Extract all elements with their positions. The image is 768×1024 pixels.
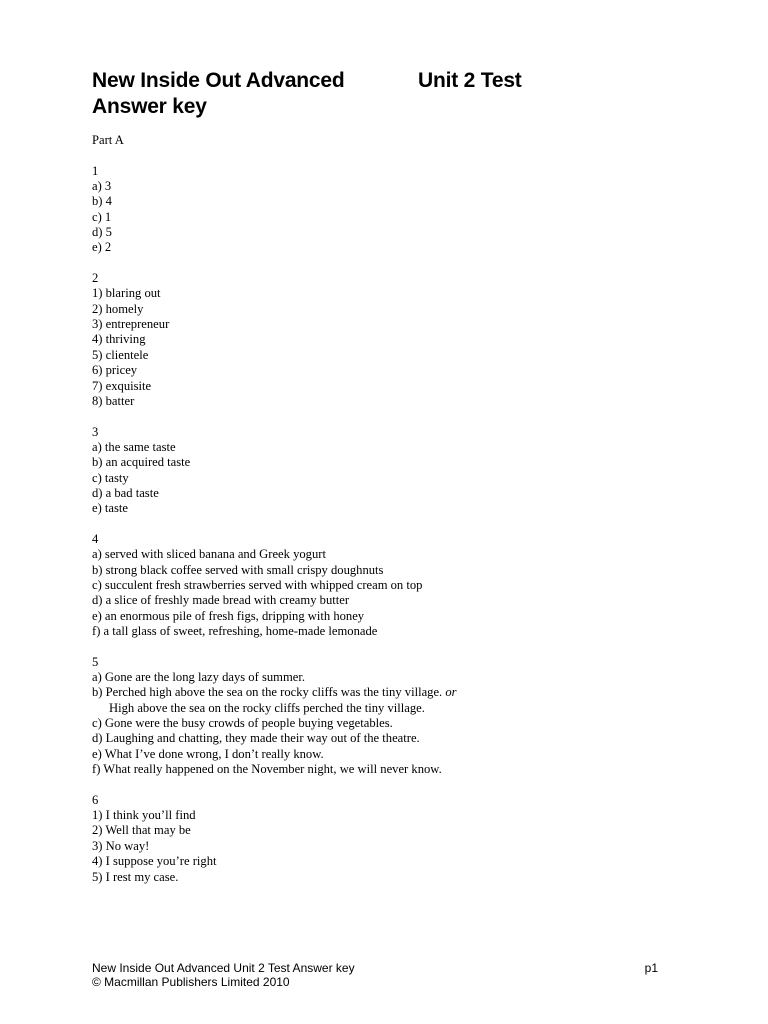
answer-item	[92, 501, 457, 516]
answer-item	[92, 578, 457, 593]
answer-item	[92, 593, 457, 608]
spacer	[92, 148, 457, 163]
answer-text: 5) I rest my case.	[92, 869, 179, 884]
answer-section	[92, 425, 457, 517]
document-title	[92, 68, 522, 120]
answer-item	[92, 240, 457, 255]
footer-document-name: New Inside Out Advanced Unit 2 Test Answer key	[92, 961, 355, 975]
answer-text: a) 3	[92, 179, 112, 194]
answer-section	[92, 532, 457, 639]
answer-item	[92, 609, 457, 624]
answer-item	[92, 194, 457, 209]
answer-text: e) taste	[92, 501, 129, 516]
answer-text: 2) Well that may be	[92, 823, 191, 838]
answer-item	[92, 870, 457, 885]
answer-text: e) What I’ve done wrong, I don’t really know.	[92, 746, 324, 761]
answer-item	[92, 440, 457, 455]
answer-section	[92, 164, 457, 256]
answer-section	[92, 793, 457, 885]
answer-item	[92, 332, 457, 347]
answer-item	[92, 348, 457, 363]
section-number: 2	[92, 271, 99, 286]
section-number: 6	[92, 792, 99, 807]
answer-item	[92, 808, 457, 823]
footer-row	[92, 962, 658, 976]
answer-text: 3) No way!	[92, 838, 150, 853]
answer-text: b) 4	[92, 194, 112, 209]
answer-item	[92, 731, 457, 746]
answer-text: d) a bad taste	[92, 485, 159, 500]
answer-item	[92, 210, 457, 225]
answer-text: 4) thriving	[92, 332, 146, 347]
answer-text: a) the same taste	[92, 439, 176, 454]
answer-text: b) an acquired taste	[92, 455, 191, 470]
section-number: 3	[92, 424, 99, 439]
answer-text: f) a tall glass of sweet, refreshing, home-made lemonade	[92, 624, 378, 638]
answer-text: 1) I think you’ll find	[92, 808, 196, 823]
answer-item	[92, 670, 457, 685]
answer-item	[92, 624, 457, 639]
answer-item	[92, 286, 457, 301]
answer-text: d) 5	[92, 225, 112, 240]
answer-item	[92, 317, 457, 332]
answer-section	[92, 271, 457, 409]
answer-text: a) Gone are the long lazy days of summer.	[92, 670, 305, 685]
answer-text: 7) exquisite	[92, 378, 152, 393]
page-footer	[92, 962, 658, 989]
title-book-name: New Inside Out Advanced	[92, 69, 345, 92]
answer-item	[92, 854, 457, 869]
answer-item	[92, 225, 457, 240]
answer-text: 1) blaring out	[92, 286, 161, 301]
title-answer-key: Answer key	[92, 95, 207, 118]
answer-text: b) Perched high above the sea on the rocky cliffs was the tiny village.	[92, 685, 443, 700]
answer-text: 8) batter	[92, 393, 135, 408]
section-number: 1	[92, 163, 99, 178]
answer-text: b) strong black coffee served with small crispy doughnuts	[92, 562, 384, 577]
answer-text: c) tasty	[92, 470, 129, 485]
title-unit-test: Unit 2 Test	[418, 69, 522, 92]
part-label: Part A	[92, 133, 124, 147]
answer-text: f) What really happened on the November night, we will never know.	[92, 762, 442, 777]
footer-copyright: © Macmillan Publishers Limited 2010	[92, 974, 290, 989]
answer-text: High above the sea on the rocky cliffs perched the tiny village.	[109, 700, 425, 715]
answer-item	[92, 716, 457, 731]
answer-text: 5) clientele	[92, 347, 149, 362]
answer-section	[92, 655, 457, 778]
answer-item	[92, 394, 457, 409]
answer-item	[92, 701, 457, 716]
answer-text: 6) pricey	[92, 363, 138, 378]
section-number: 5	[92, 654, 99, 669]
answer-text: d) a slice of freshly made bread with creamy butter	[92, 593, 350, 608]
alternative-marker: or	[445, 685, 457, 700]
answer-text: c) Gone were the busy crowds of people buying vegetables.	[92, 716, 393, 731]
answer-item	[92, 762, 457, 777]
answer-text: 3) entrepreneur	[92, 317, 170, 332]
answer-item	[92, 486, 457, 501]
answer-text: e) an enormous pile of fresh figs, dripping with honey	[92, 608, 365, 623]
answer-text: c) succulent fresh strawberries served with whipped cream on top	[92, 577, 423, 592]
answer-item	[92, 685, 457, 700]
answer-text: e) 2	[92, 240, 112, 255]
answer-item	[92, 471, 457, 486]
answer-item	[92, 563, 457, 578]
answer-sections	[92, 164, 457, 885]
answer-item	[92, 379, 457, 394]
answer-text: a) served with sliced banana and Greek yogurt	[92, 547, 326, 562]
answer-item	[92, 302, 457, 317]
answer-text: 4) I suppose you’re right	[92, 854, 217, 869]
title-line	[92, 68, 522, 94]
answer-item	[92, 547, 457, 562]
answer-text: c) 1	[92, 209, 112, 224]
answer-text: 2) homely	[92, 301, 144, 316]
footer-page-number: p1	[644, 961, 658, 975]
answer-item	[92, 823, 457, 838]
answer-item	[92, 363, 457, 378]
section-number: 4	[92, 531, 99, 546]
answer-item	[92, 455, 457, 470]
answer-item	[92, 839, 457, 854]
answer-text: d) Laughing and chatting, they made their way out of the theatre.	[92, 731, 420, 746]
answer-item	[92, 747, 457, 762]
answer-key-body	[92, 133, 457, 885]
answer-item	[92, 179, 457, 194]
